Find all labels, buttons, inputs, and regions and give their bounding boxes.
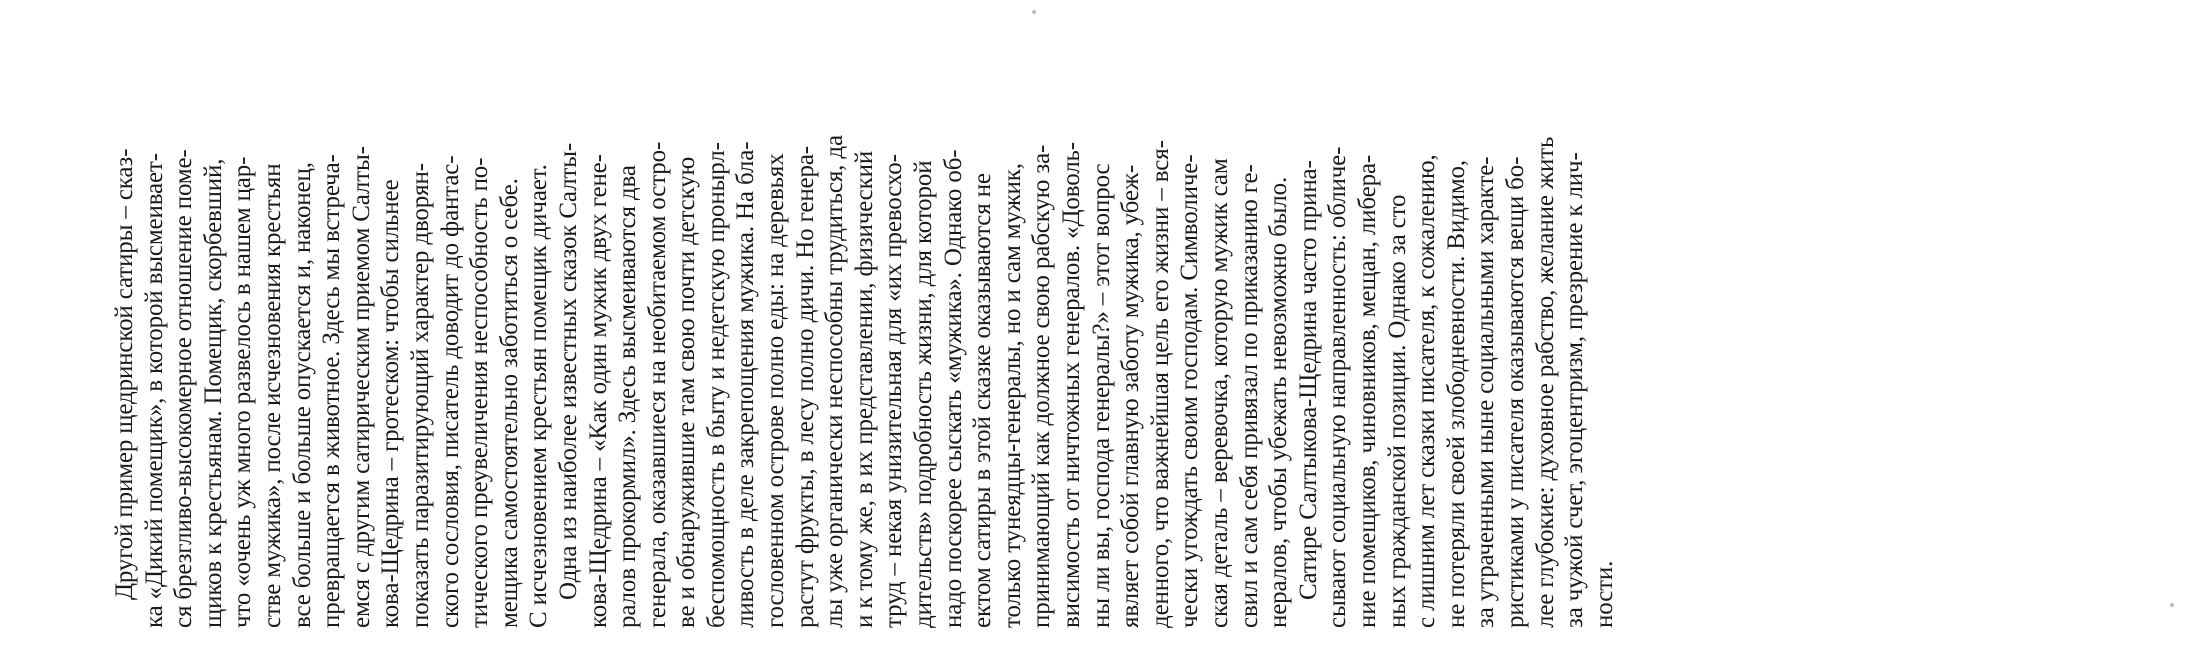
text-line: что «очень уж много развелось в нашем цар- <box>229 156 257 628</box>
text-line: чески угождать своим господам. Символиче- <box>1176 154 1204 628</box>
text-line: свил и сам себя привязал по приказанию ге- <box>1235 164 1263 628</box>
text-line: С исчезновением крестьян помещик дичает. <box>525 164 553 628</box>
text-line: нералов, чтобы убежать невозможно было. <box>1265 176 1293 628</box>
text-line: беспомощность в быту и недетскую пронырл- <box>702 142 730 628</box>
text-line: превращается в животное. Здесь мы встреча- <box>318 154 346 628</box>
text-line: висимость от ничтожных генералов. «Доволь- <box>1058 142 1085 628</box>
text-line: ности. <box>1590 560 1618 628</box>
text-line: не потеряли своей злободневности. Видимо, <box>1442 160 1470 628</box>
rotated-text-block <box>110 8 1850 628</box>
text-line: Одна из наиболее известных сказок Салты- <box>554 142 582 600</box>
text-line: и к тому же, в их представлении, физический <box>850 150 878 628</box>
text-line: только тунеядцы-генералы, но и сам мужик, <box>998 163 1026 628</box>
text-line: емся с другим сатирическим приемом Салты- <box>347 146 375 628</box>
text-line: гословенном острове полно еды: на деревьях <box>762 153 790 628</box>
text-line: являет собой главную заботу мужика, убеж- <box>1117 164 1145 628</box>
text-line: дительств» подробность жизни, для которой <box>910 160 938 628</box>
text-line: ливость в деле закрепощения мужика. На бла- <box>732 141 760 628</box>
text-line: генерала, оказавшиеся на необитаемом остро- <box>643 141 671 628</box>
text-line: лее глубокие: духовное рабство, желание жить <box>1531 136 1559 628</box>
text-line: ристиками у писателя оказываются вещи бо- <box>1501 156 1529 628</box>
text-line: денного, что важнейшая цель его жизни – вся- <box>1146 140 1174 628</box>
text-line: щиков к крестьянам. Помещик, скорбевший, <box>199 158 227 628</box>
text-lines-container <box>110 8 1850 628</box>
text-line: растут фрукты, в лесу полно дичи. Но генера- <box>791 146 819 628</box>
text-line: ского сословия, писатель доводит до фантас- <box>436 155 464 628</box>
scan-speck-mark <box>2170 603 2174 607</box>
text-line: стве мужика», после исчезновения крестьян <box>258 163 286 628</box>
text-line: ралов прокормил». Здесь высмеиваются два <box>614 165 642 628</box>
text-line: за утраченными ныне социальными характе- <box>1472 156 1500 628</box>
text-line: кова-Щедрина – гротеском: чтобы сильнее <box>377 179 405 628</box>
text-line: все больше и больше опускается и, наконец, <box>288 162 316 628</box>
text-line: Сатире Салтыкова-Щедрина часто прина- <box>1294 160 1322 600</box>
text-line: принимающий как должное свою рабскую за- <box>1028 144 1056 628</box>
text-line: ных гражданской позиции. Однако за сто <box>1383 194 1411 628</box>
text-line: ны ли вы, господа генералы?» – этот вопрос <box>1087 163 1115 628</box>
text-line: ка «Дикий помещик», в которой высмеивает- <box>140 153 168 628</box>
text-line: ве и обнаружившие там свою почти детскую <box>673 156 701 628</box>
text-line: ская деталь – веревочка, которую мужик сам <box>1205 158 1233 628</box>
text-line: показать паразитирующий характер дворян- <box>406 163 434 628</box>
text-line: ние помещиков, чиновников, мещан, либера- <box>1353 154 1381 628</box>
text-line: лы уже органически неспособны трудиться, да <box>821 135 849 628</box>
text-line: сывают социальную направленность: обличе- <box>1324 146 1352 628</box>
text-line: за чужой счет, эгоцентризм, презрение к лич- <box>1561 152 1589 628</box>
text-line: кова-Щедрина – «Как один мужик двух гене- <box>584 154 612 628</box>
text-line: Другой пример щедринской сатиры – сказ- <box>111 148 138 600</box>
text-line: надо поскорее сыскать «мужика». Однако об- <box>939 149 967 628</box>
text-line: труд – некая унизительная для «их превосхо- <box>880 154 908 628</box>
text-line: мещика самостоятельно заботиться о себе. <box>495 178 523 628</box>
text-line: ся брезгливо-высокомерное отношение поме- <box>170 149 198 628</box>
scan-speck-mark <box>1032 10 1036 14</box>
text-line: ектом сатиры в этой сказке оказываются не <box>969 173 997 628</box>
text-line: с лишним лет сказки писателя, к сожалению, <box>1413 154 1441 628</box>
text-line: тического преувеличения неспособность по- <box>466 157 494 628</box>
